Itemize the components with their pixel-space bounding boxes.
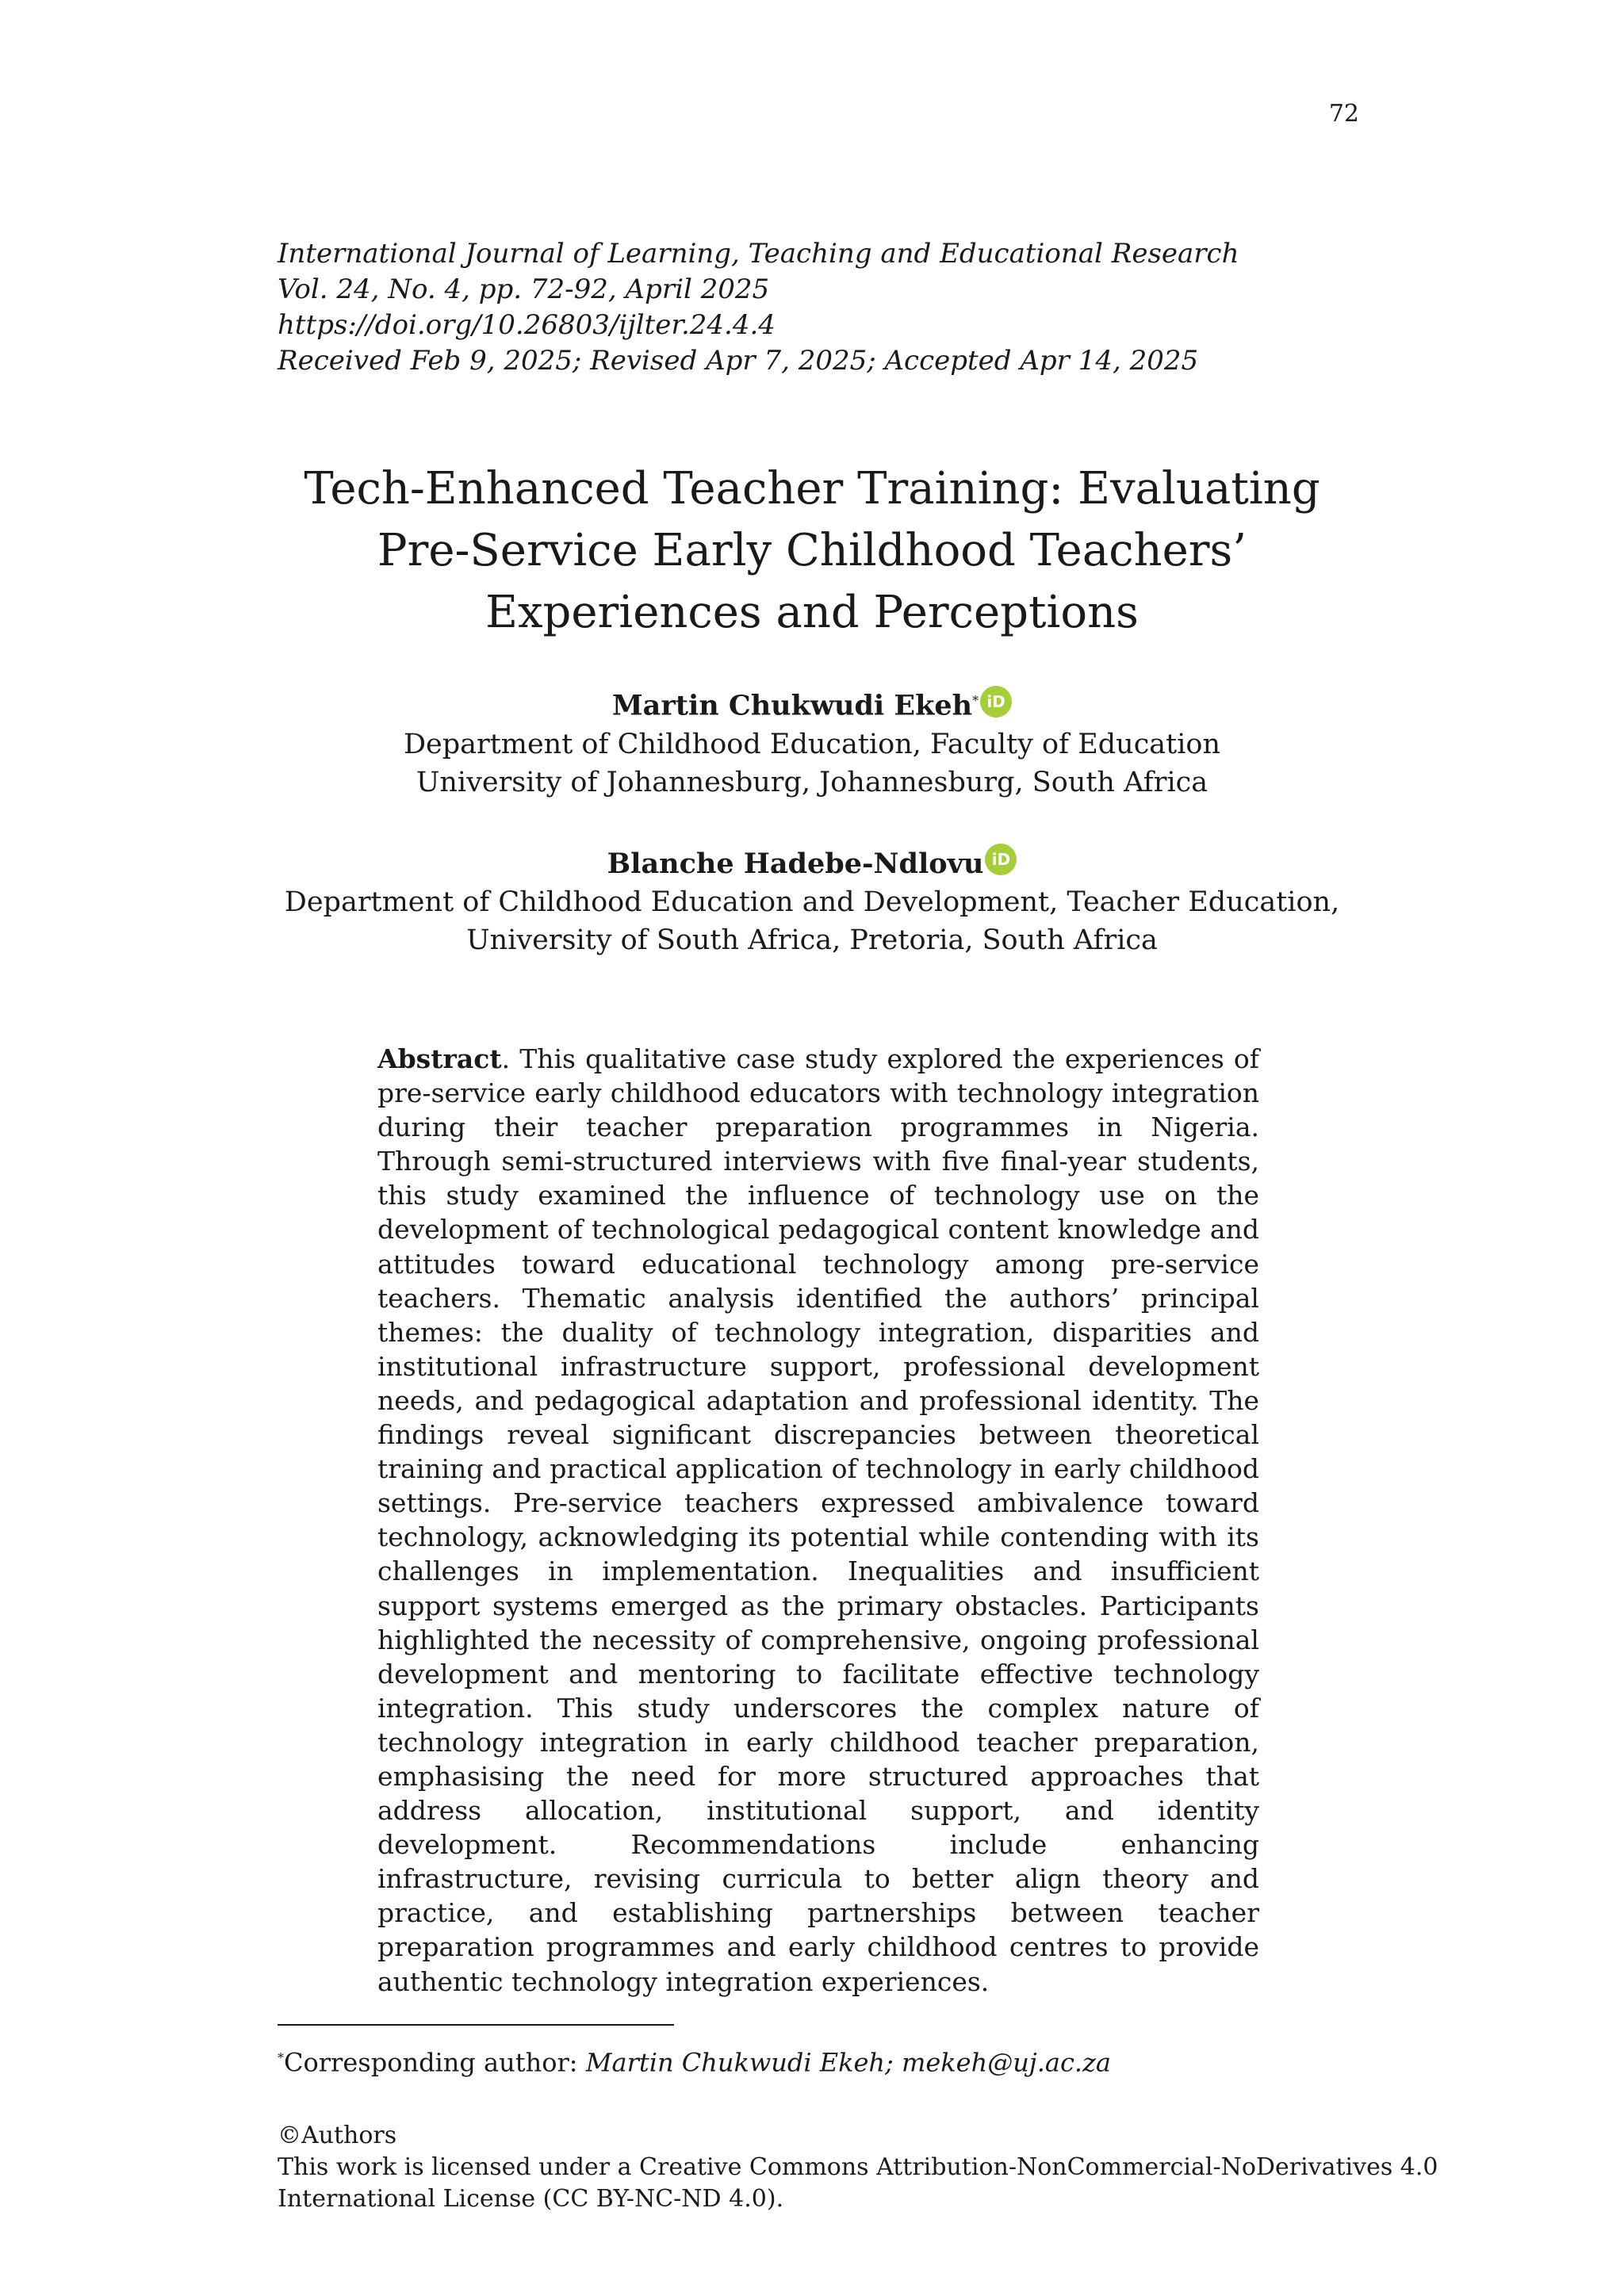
author-affiliation: Department of Childhood Education, Faculty of Education xyxy=(403,728,1221,760)
footnote-divider xyxy=(278,2024,674,2026)
submission-dates: Received Feb 9, 2025; Revised Apr 7, 2025; Accepted Apr 14, 2025 xyxy=(278,345,1199,377)
doi-link[interactable]: https://doi.org/10.26803/ijlter.24.4.4 xyxy=(278,309,776,341)
title-line: Experiences and Perceptions xyxy=(485,587,1139,638)
author-block-2 xyxy=(0,844,1624,959)
paper-title xyxy=(0,458,1624,644)
license-block xyxy=(278,2120,1438,2215)
copyright-line: ©Authors xyxy=(278,2122,397,2149)
footnote-contact: Martin Chukwudi Ekeh; mekeh@uj.ac.za xyxy=(585,2047,1111,2078)
corresponding-mark: * xyxy=(972,693,979,708)
author-name: Blanche Hadebe-Ndlovu xyxy=(607,848,984,880)
footnote-mark: * xyxy=(278,2050,284,2065)
journal-header xyxy=(278,236,1239,379)
license-line: International License (CC BY-NC-ND 4.0). xyxy=(278,2185,784,2213)
footnote-label: Corresponding author: xyxy=(284,2047,586,2078)
title-line: Pre-Service Early Childhood Teachers’ xyxy=(377,525,1247,576)
author-affiliation: Department of Childhood Education and Development, Teacher Education, xyxy=(284,886,1340,918)
abstract xyxy=(377,1042,1259,1999)
license-line: This work is licensed under a Creative Commons Attribution-NonCommercial-NoDerivatives 4.0 xyxy=(278,2153,1438,2181)
page-number: 72 xyxy=(1328,100,1359,128)
orcid-icon[interactable]: iD xyxy=(980,686,1012,718)
title-line: Tech-Enhanced Teacher Training: Evaluating xyxy=(304,463,1320,515)
orcid-icon[interactable]: iD xyxy=(985,844,1017,875)
abstract-text: . This qualitative case study explored the experiences of pre-service early childhood educators with technology integration during their teacher preparation programmes in Nigeria. Through semi-structured interviews with five final-year students, this study examined the influence of technology use on the development of technological pedagogical content knowledge and attitudes toward educational technology among pre-service teachers. Thematic analysis identified the authors’ principal themes: the duality of technology integration, disparities and institutional infrastructure support, professional development needs, and pedagogical adaptation and professional identity. The findings reveal significant discrepancies between theoretical training and practical application of technology in early childhood settings. Pre-service teachers expressed ambivalence toward technology, acknowledging its potential while contending with its challenges in implementation. Inequalities and insufficient support systems emerged as the primary obstacles. Participants highlighted the necessity of comprehensive, ongoing professional development and mentoring to facilitate effective technology integration. This study underscores the complex nature of technology integration in early childhood teacher preparation, emphasising the need for more structured approaches that address allocation, institutional support, and identity development. Recommendations include enhancing infrastructure, revising curricula to better align theory and practice, and establishing partnerships between teacher preparation programmes and early childhood centres to provide authentic technology integration experiences. xyxy=(377,1043,1259,1997)
journal-volume: Vol. 24, No. 4, pp. 72-92, April 2025 xyxy=(278,274,770,305)
footnote xyxy=(278,2041,1111,2080)
author-block-1 xyxy=(0,682,1624,802)
abstract-label: Abstract xyxy=(377,1043,502,1074)
author-affiliation: University of Johannesburg, Johannesburg, South Africa xyxy=(416,766,1208,798)
author-name: Martin Chukwudi Ekeh xyxy=(611,689,973,722)
journal-name: International Journal of Learning, Teaching and Educational Research xyxy=(278,238,1239,270)
author-affiliation: University of South Africa, Pretoria, South Africa xyxy=(466,924,1158,956)
